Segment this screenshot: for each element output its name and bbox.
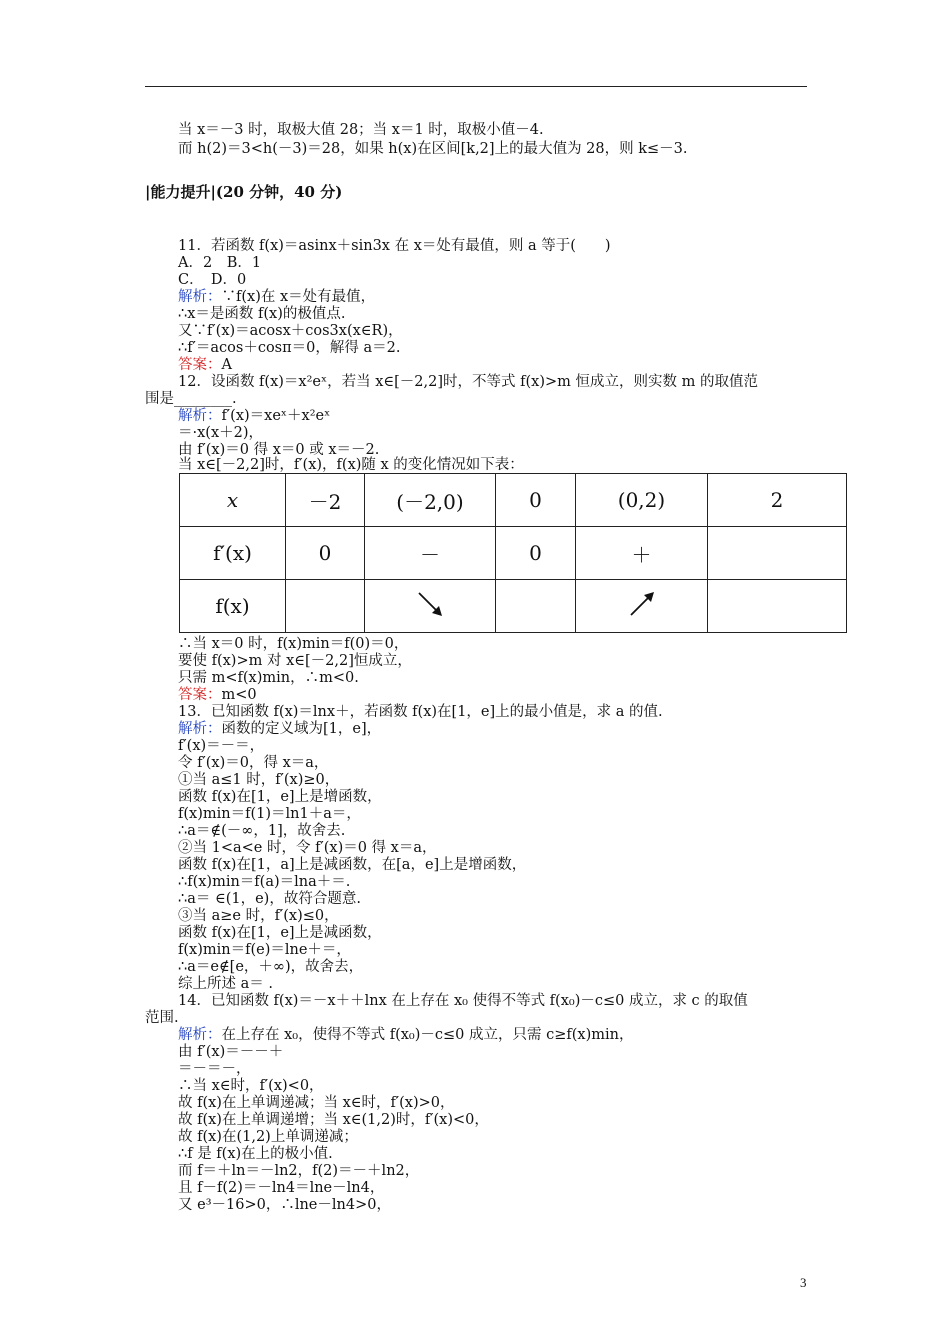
answer-label: 答案： [178,687,222,703]
text-line: ∴f(x)min＝f(a)＝lna＋＝. [178,874,351,890]
jiexi-label: 解析： [178,721,222,737]
text-line: 函数 f(x)在[1，a]上是减函数，在[a，e]上是增函数， [178,857,527,873]
text-line: ∴a＝e∉[e，＋∞)，故舍去， [178,959,364,975]
text-line: ①当 a≤1 时，f′(x)≥0， [178,772,340,788]
table-cell [576,580,708,633]
q11-options-ab: A．2 B．1 [178,255,262,271]
header-rule [145,86,807,87]
jiexi-label: 解析： [178,289,222,305]
text-line: 当 x∈[－2,2]时，f′(x)，f(x)随 x 的变化情况如下表： [178,457,524,473]
text-line: 且 f－f(2)＝－ln4＝lne－ln4， [178,1180,385,1196]
jiexi-text: ∵f(x)在 x＝处有最值， [221,289,376,305]
question-12: 12．设函数 f(x)＝x²eˣ，若当 x∈[－2,2]时，不等式 f(x)>m 恒成立，则实数 m 的取值范 [178,374,758,390]
answer-text: A [221,357,232,373]
table-cell: f′(x) [180,527,286,580]
section-title: |能力提升|(20 分钟，40 分) [145,183,343,201]
table-cell [708,527,847,580]
table-cell: 0 [496,527,576,580]
q14-jiexi [178,1027,633,1044]
question-11: 11．若函数 f(x)＝asinx＋sin3x 在 x＝处有最值，则 a 等于( ) [178,238,611,254]
text-line: 而 f＝＋ln＝－ln2，f(2)＝－＋ln2， [178,1163,420,1179]
table-cell [286,580,365,633]
text-line: 函数 f(x)在[1，e]上是增函数， [178,789,382,805]
text-line: 又 e³－16>0，∴lne－ln4>0， [178,1197,391,1213]
page-number: 3 [800,1275,807,1290]
text-line: ∴f 是 f(x)在上的极小值. [178,1146,333,1162]
q13-jiexi [178,721,381,738]
text-line: 由 f′(x)＝0 得 x＝0 或 x＝－2. [178,442,380,458]
text-line: ＝·x(x＋2)， [178,425,264,441]
q11-options-cd: C． D．0 [178,272,247,288]
text-line: 只需 m<f(x)min，∴m<0. [178,670,359,686]
table-cell: － [365,527,496,580]
question-13: 13．已知函数 f(x)＝lnx＋，若函数 f(x)在[1，e]上的最小值是，求 a 的值. [178,704,663,720]
text-line: 由 f′(x)＝－－＋ [178,1044,284,1060]
text-line: ∴当 x∈时，f′(x)<0， [178,1078,324,1094]
table-cell [708,580,847,633]
text-line: ∴a＝ ∈(1，e)，故符合题意. [178,891,361,907]
table-cell [365,580,496,633]
text-line: 而 h(2)＝3<h(－3)＝28，如果 h(x)在区间[k,2]上的最大值为 28，则 k≤－3. [178,141,688,157]
table-cell: (－2,0) [365,474,496,527]
text-line: ∴当 x＝0 时，f(x)min＝f(0)＝0， [178,636,409,652]
text-line: 令 f′(x)＝0，得 x＝a， [178,755,329,771]
question-12-cont: 围是________. [145,391,237,407]
text-line: 故 f(x)在上单调递减；当 x∈时，f′(x)>0， [178,1095,455,1111]
answer-text: m<0 [221,687,257,703]
jiexi-text: 在上存在 x₀，使得不等式 f(x₀)－c≤0 成立，只需 c≥f(x)min， [221,1027,634,1043]
text-line: ③当 a≥e 时，f′(x)≤0， [178,908,339,924]
text-line: 故 f(x)在上单调递增；当 x∈(1,2)时，f′(x)<0， [178,1112,489,1128]
text-line: ②当 1<a<e 时，令 f′(x)＝0 得 x＝a， [178,840,437,856]
table-cell: 0 [496,474,576,527]
text-line: 函数 f(x)在[1，e]上是减函数， [178,925,382,941]
text-line: 要使 f(x)>m 对 x∈[－2,2]恒成立， [178,653,412,669]
variation-table [179,473,847,633]
arrow-down-right-icon [415,589,445,619]
table-cell: 0 [286,527,365,580]
table-cell: x [180,474,286,527]
table-row [180,527,847,580]
text-line: f′(x)＝－＝， [178,738,265,754]
table-cell: ＋ [576,527,708,580]
text-line: f(x)min＝f(e)＝lne＋＝， [178,942,351,958]
q12-answer [178,687,257,704]
text-line: 又∵f′(x)＝acosx＋cos3x(x∈R)， [178,323,403,339]
table-row [180,474,847,527]
jiexi-label: 解析： [178,1027,222,1043]
table-cell: (0,2) [576,474,708,527]
table-cell: 2 [708,474,847,527]
text-line: f(x)min＝f(1)＝ln1＋a＝， [178,806,361,822]
table-cell: －2 [286,474,365,527]
text-line: 综上所述 a＝ . [178,976,273,992]
text-line: 当 x＝－3 时，取极大值 28；当 x＝1 时，取极小值－4. [178,122,544,138]
answer-label: 答案： [178,357,222,373]
text-line: ∴f′＝acos＋cosπ＝0，解得 a＝2. [178,340,401,356]
q11-jiexi [178,289,375,306]
question-14: 14．已知函数 f(x)＝－x＋＋lnx 在上存在 x₀ 使得不等式 f(x₀)－c≤0 成立，求 c 的取值 [178,993,748,1009]
text-line: ∴x＝是函数 f(x)的极值点. [178,306,346,322]
table-cell [496,580,576,633]
q12-jiexi [178,408,330,425]
text-line: ＝－＝－， [178,1061,251,1077]
jiexi-text: f′(x)＝xeˣ＋x²eˣ [221,408,331,424]
jiexi-text: 函数的定义域为[1，e]， [221,721,382,737]
table-row [180,580,847,633]
text-line: 故 f(x)在(1,2)上单调递减； [178,1129,358,1145]
question-14-cont: 范围. [145,1010,179,1026]
q11-answer [178,357,232,374]
arrow-up-right-icon [627,589,657,619]
jiexi-label: 解析： [178,408,222,424]
text-line: ∴a＝∉(－∞，1]，故舍去. [178,823,346,839]
table-cell: f(x) [180,580,286,633]
